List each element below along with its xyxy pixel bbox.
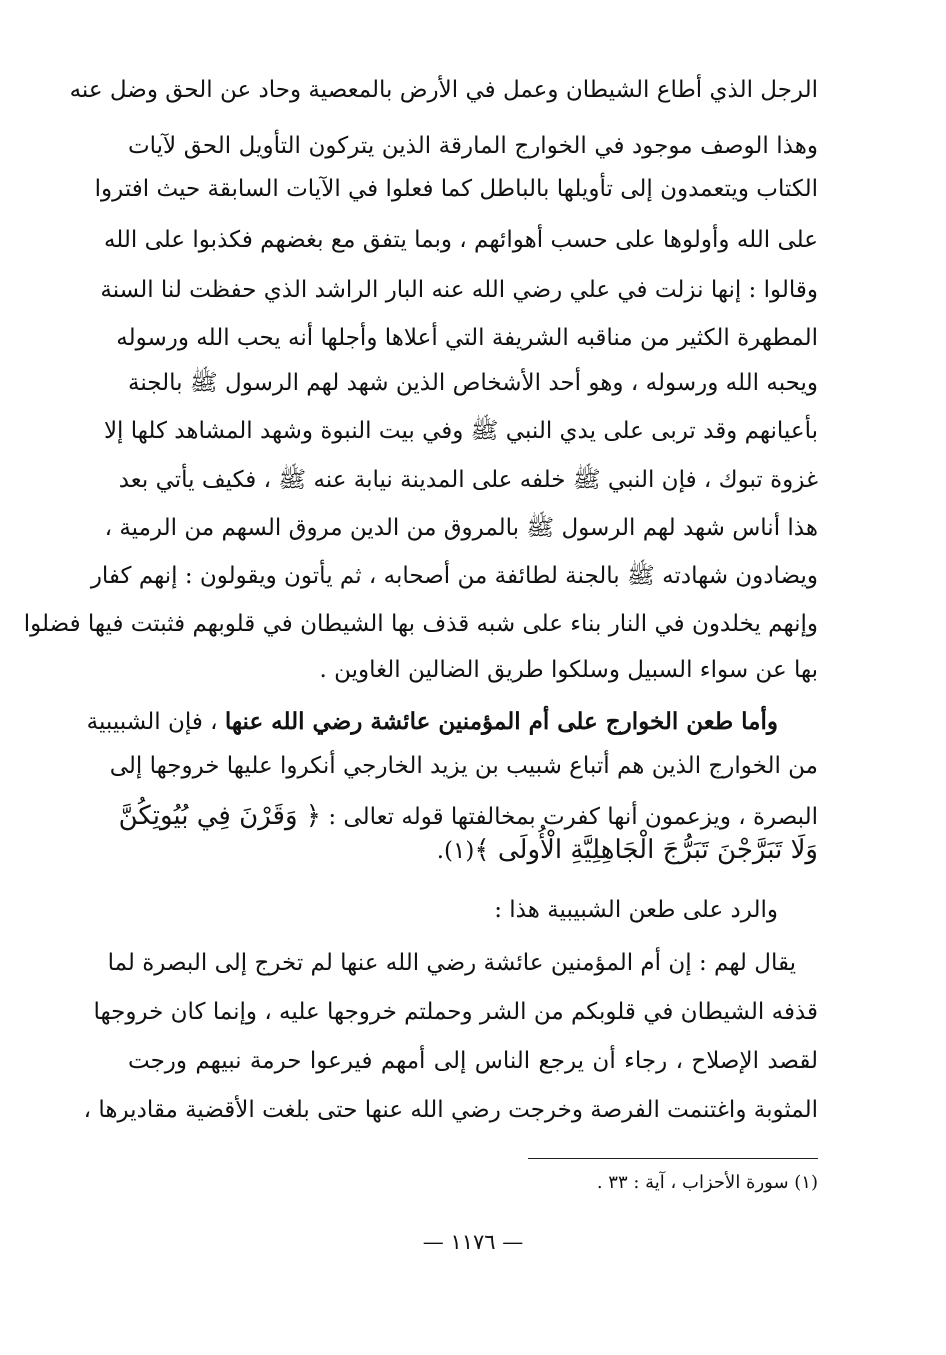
paragraph-2-line-1-rest: ، فإن الشبيبية: [86, 709, 218, 735]
paragraph-1-line-11: ويضادون شهادته ﷺ بالجنة لطائفة من أصحابه ، ثم يأتون ويقولون : إنهم كفار: [90, 563, 818, 589]
paragraph-4-line-1: يقال لهم : إن أم المؤمنين عائشة رضي الله عنها لم تخرج إلى البصرة لما: [107, 950, 796, 976]
section-heading: وأما طعن الخوارج على أم المؤمنين عائشة رضي الله عنها: [224, 708, 778, 735]
paragraph-1-line-13: بها عن سواء السبيل وسلكوا طريق الضالين الغاوين .: [319, 657, 818, 683]
paragraph-1-line-9: غزوة تبوك ، فإن النبي ﷺ خلفه على المدينة نيابة عنه ﷺ ، فكيف يأتي بعد: [118, 467, 818, 493]
quran-verse-part-1: ﴿ وَقَرْنَ فِي بُيُوتِكُنَّ: [118, 801, 322, 831]
paragraph-1-line-6: المطهرة الكثير من مناقبه الشريفة التي أعلاها وأجلها أنه يحب الله ورسوله: [116, 325, 818, 351]
paragraph-4-line-2: قذفه الشيطان في قلوبكم من الشر وحملتم خروجها عليه ، وإنما كان خروجها: [93, 999, 818, 1025]
paragraph-2-line-2: من الخوارج الذين هم أتباع شبيب بن يزيد الخارجي أنكروا عليها خروجها إلى: [109, 753, 818, 779]
paragraph-3-line-1: والرد على طعن الشبيبية هذا :: [494, 897, 778, 923]
paragraph-1-line-4: على الله وأولوها على حسب أهوائهم ، وبما يتفق مع بغضهم فكذبوا على الله: [103, 227, 818, 253]
paragraph-1-line-2: وهذا الوصف موجود في الخوارج المارقة الذين يتركون التأويل الحق لآيات: [128, 133, 818, 159]
page-number: — ١١٧٦ —: [422, 1230, 524, 1254]
footnote: (١) سورة الأحزاب ، آية : ٣٣ .: [596, 1172, 818, 1193]
paragraph-4-line-3: لقصد الإصلاح ، رجاء أن يرجع الناس إلى أمهم فيرعوا حرمة نبيهم ورجت: [128, 1048, 818, 1074]
paragraph-1-line-8: بأعيانهم وقد تربى على يدي النبي ﷺ وفي بيت النبوة وشهد المشاهد كلها إلا: [103, 418, 818, 444]
footnote-reference: (١).: [436, 838, 475, 864]
paragraph-1-line-5: وقالوا : إنها نزلت في علي رضي الله عنه البار الراشد الذي حفظت لنا السنة: [100, 277, 818, 303]
paragraph-1-line-10: هذا أناس شهد لهم الرسول ﷺ بالمروق من الدين مروق السهم من الرمية ،: [104, 515, 818, 541]
paragraph-1-line-12: وإنهم يخلدون في النار بناء على شبه قذف بها الشيطان في قلوبهم فثبتت فيها فضلوا: [23, 611, 818, 637]
paragraph-2-line-3-text: البصرة ، ويزعمون أنها كفرت بمخالفتها قوله تعالى :: [328, 804, 818, 830]
paragraph-1-line-3: الكتاب ويتعمدون إلى تأويلها بالباطل كما فعلوا في الآيات السابقة حيث افتروا: [94, 176, 818, 202]
paragraph-4-line-4: المثوبة واغتنمت الفرصة وخرجت رضي الله عنها حتى بلغت الأقضية مقاديرها ،: [83, 1097, 818, 1123]
quran-verse-part-2: وَلَا تَبَرَّجْنَ تَبَرُّجَ الْجَاهِلِيَّةِ الْأُولَى ﴾: [474, 835, 818, 865]
paragraph-1-line-1: الرجل الذي أطاع الشيطان وعمل في الأرض بالمعصية وحاد عن الحق وضل عنه: [69, 77, 818, 103]
paragraph-2-line-4: [128, 822, 818, 878]
paragraph-1-line-7: ويحبه الله ورسوله ، وهو أحد الأشخاص الذين شهد لهم الرسول ﷺ بالجنة: [128, 370, 818, 396]
footnote-separator: [528, 1158, 818, 1159]
